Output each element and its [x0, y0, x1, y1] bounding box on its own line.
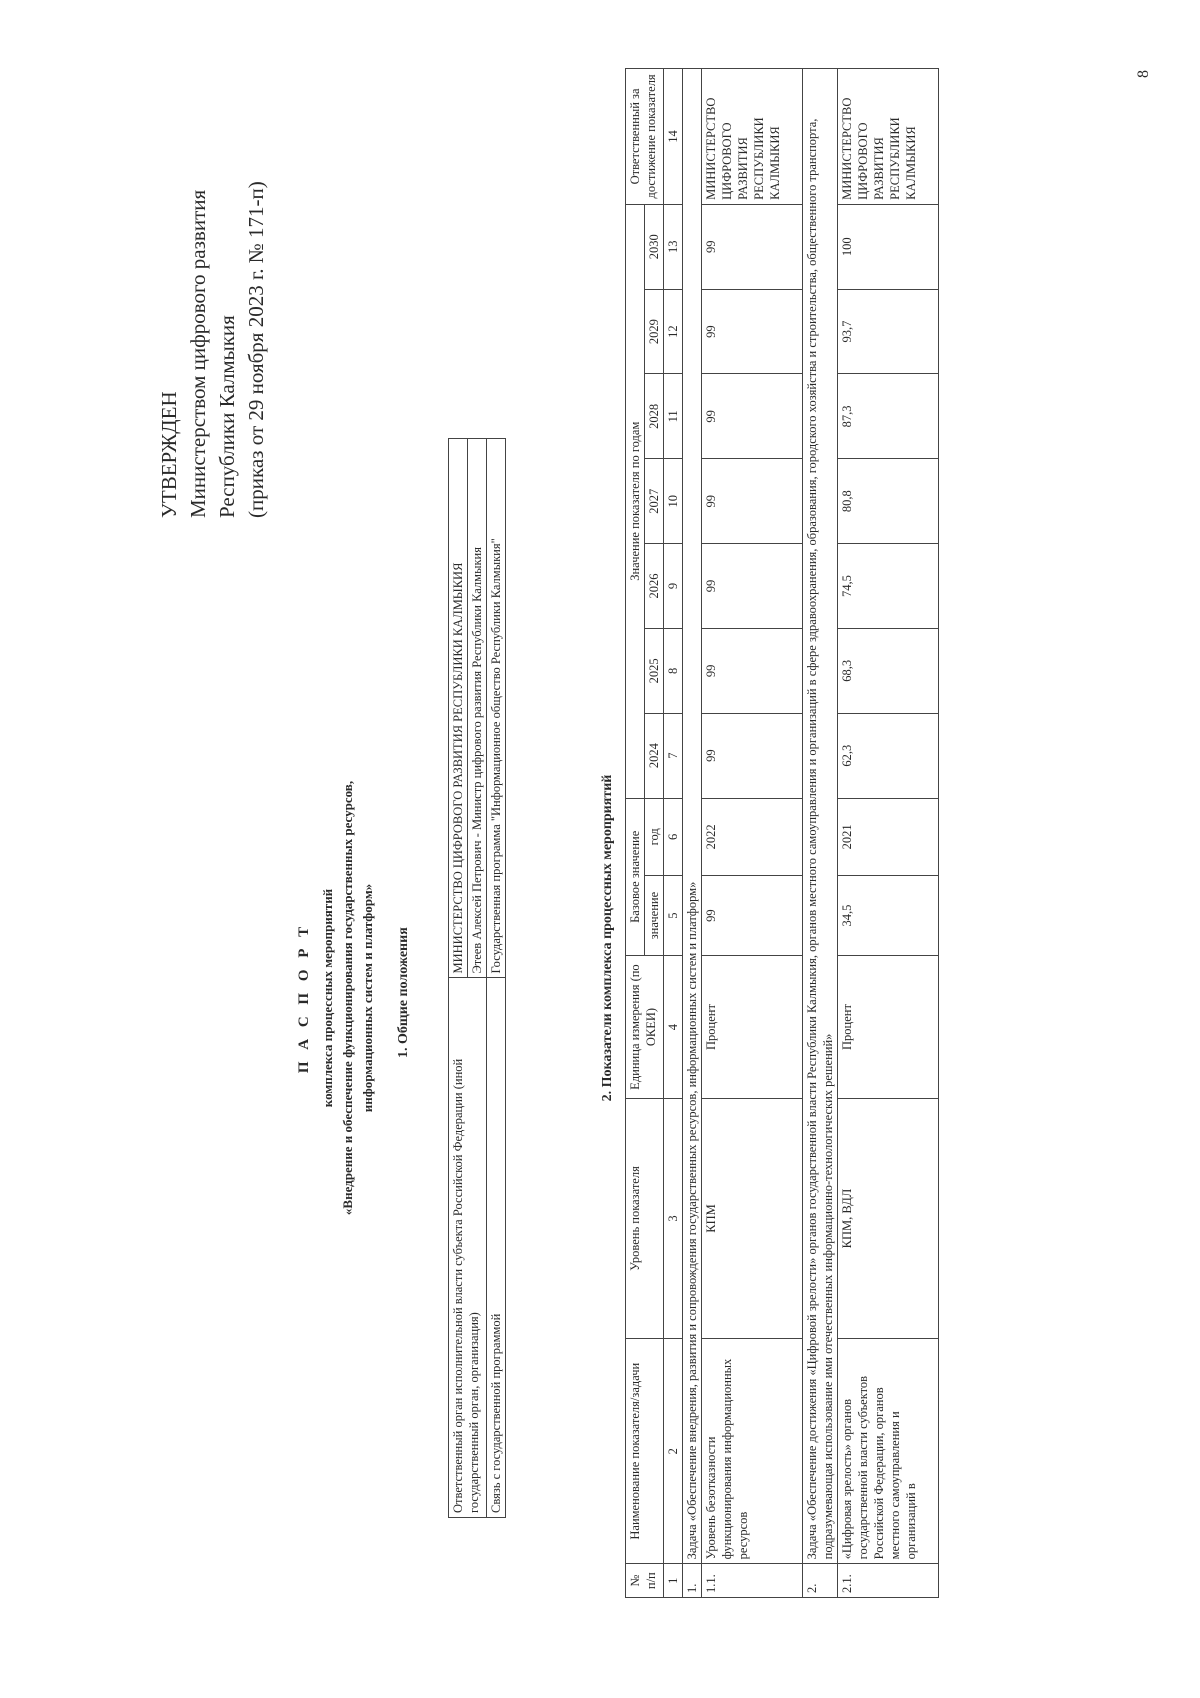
- indicator-num: 1.1.: [702, 1564, 803, 1598]
- subtitle-line: «Внедрение и обеспечение функционирования государственных ресурсов,: [340, 780, 355, 1216]
- header-name: Наименование показателя/задачи: [626, 1338, 664, 1563]
- header-level: Уровень показателя: [626, 1099, 664, 1339]
- table-cell: Государственная программа "Информационное общество Республики Калмыкия": [487, 439, 506, 979]
- general-info-table: [448, 438, 506, 1518]
- indicator-level: КПМ: [702, 1099, 803, 1339]
- indicator-value: 100: [838, 204, 939, 289]
- indicator-value: 99: [702, 544, 803, 629]
- task-num: 2.: [803, 1564, 838, 1598]
- column-number: 12: [664, 289, 683, 374]
- indicator-value: 99: [702, 289, 803, 374]
- column-number: 2: [664, 1338, 683, 1563]
- indicator-name: «Цифровая зрелость» органов государственной власти субъектов Российской Федерации, органов местного самоуправления и организаций в: [838, 1338, 939, 1563]
- table-cell: Связь с государственной программой: [487, 978, 506, 1518]
- column-number: 13: [664, 204, 683, 289]
- header-year: 2027: [645, 459, 664, 544]
- approval-line: (приказ от 29 ноября 2023 г. № 171-п): [244, 181, 268, 518]
- column-number: 6: [664, 798, 683, 876]
- table-header-row: [626, 69, 645, 1598]
- task-text: Задача «Обеспечение внедрения, развития и сопровождения государственных ресурсов, информационных систем и платформ»: [683, 69, 702, 1564]
- task-row: [803, 69, 838, 1598]
- indicator-value: 62,3: [838, 713, 939, 798]
- header-year: 2025: [645, 628, 664, 713]
- task-row: [683, 69, 702, 1598]
- indicator-level: КПМ, ВДЛ: [838, 1099, 939, 1339]
- column-number: 1: [664, 1564, 683, 1598]
- indicator-value: 99: [702, 628, 803, 713]
- indicator-responsible: МИНИСТЕРСТВО ЦИФРОВОГО РАЗВИТИЯ РЕСПУБЛИКИ КАЛМЫКИЯ: [702, 69, 803, 205]
- header-base: Базовое значение: [626, 798, 645, 956]
- table-cell: МИНИСТЕРСТВО ЦИФРОВОГО РАЗВИТИЯ РЕСПУБЛИКИ КАЛМЫКИЯ: [449, 439, 468, 979]
- column-number-row: [664, 69, 683, 1598]
- approval-stamp: [155, 181, 271, 518]
- indicator-base-value: 99: [702, 876, 803, 956]
- column-number: 9: [664, 544, 683, 629]
- indicator-row: [838, 69, 939, 1598]
- indicator-value: 93,7: [838, 289, 939, 374]
- column-number: 10: [664, 459, 683, 544]
- subtitle-line: информационных систем и платформ»: [360, 883, 375, 1113]
- header-year: 2026: [645, 544, 664, 629]
- header-responsible: Ответственный за достижение показателя: [626, 69, 664, 205]
- section1-title: 1. Общие положения: [396, 927, 411, 1058]
- header-by-years: Значение показателя по годам: [626, 204, 645, 798]
- table-cell: Ответственный орган исполнительной власти субъекта Российской Федерации (иной государственный орган, организация): [449, 978, 487, 1518]
- column-number: 3: [664, 1099, 683, 1339]
- header-year: 2030: [645, 204, 664, 289]
- task-num: 1.: [683, 1564, 702, 1598]
- indicator-value: 87,3: [838, 374, 939, 459]
- approval-line: УТВЕРЖДЕН: [157, 391, 181, 518]
- column-number: 8: [664, 628, 683, 713]
- section2-title: 2. Показатели комплекса процессных мероприятий: [600, 774, 615, 1102]
- table-row: [487, 439, 506, 1518]
- header-base-value: значение: [645, 876, 664, 956]
- header-unit: Единица измерения (по ОКЕИ): [626, 956, 664, 1099]
- column-number: 11: [664, 374, 683, 459]
- indicator-unit: Процент: [838, 956, 939, 1099]
- table-cell: Этеев Алексей Петрович - Министр цифрового развития Республики Калмыкия: [468, 439, 487, 979]
- header-base-year: год: [645, 798, 664, 876]
- indicator-value: 99: [702, 713, 803, 798]
- indicator-name: Уровень безотказности функционирования информационных ресурсов: [702, 1338, 803, 1563]
- header-num: № п/п: [626, 1564, 664, 1598]
- indicator-base-value: 34,5: [838, 876, 939, 956]
- page-number: 8: [1135, 70, 1152, 78]
- passport-title: П А С П О Р Т: [296, 922, 312, 1074]
- approval-line: Республики Калмыкия: [215, 315, 239, 518]
- indicator-value: 99: [702, 374, 803, 459]
- indicator-base-year: 2021: [838, 798, 939, 876]
- subtitle-line: комплекса процессных мероприятий: [320, 888, 335, 1108]
- indicator-unit: Процент: [702, 956, 803, 1099]
- header-year: 2024: [645, 713, 664, 798]
- indicator-value: 74,5: [838, 544, 939, 629]
- passport-subtitle: [318, 628, 378, 1368]
- table-row: [449, 439, 468, 1518]
- column-number: 5: [664, 876, 683, 956]
- column-number: 14: [664, 69, 683, 205]
- indicator-value: 68,3: [838, 628, 939, 713]
- indicator-value: 99: [702, 459, 803, 544]
- header-year: 2028: [645, 374, 664, 459]
- indicator-num: 2.1.: [838, 1564, 939, 1598]
- indicator-value: 80,8: [838, 459, 939, 544]
- column-number: 4: [664, 956, 683, 1099]
- header-year: 2029: [645, 289, 664, 374]
- indicator-responsible: МИНИСТЕРСТВО ЦИФРОВОГО РАЗВИТИЯ РЕСПУБЛИКИ КАЛМЫКИЯ: [838, 69, 939, 205]
- approval-line: Министерством цифрового развития: [186, 189, 210, 518]
- indicator-value: 99: [702, 204, 803, 289]
- indicator-base-year: 2022: [702, 798, 803, 876]
- task-text: Задача «Обеспечение достижения «Цифровой зрелости» органов государственной власти Республики Калмыкия, органов местного самоуправления и организаций в сфере здравоохранения, образования, городского хозяйства и строительства, общественного транспорта, подразумевающая использование ими отечественных информационно-технологических решений»: [803, 69, 838, 1564]
- indicator-row: [702, 69, 803, 1598]
- indicators-table: [625, 68, 939, 1598]
- column-number: 7: [664, 713, 683, 798]
